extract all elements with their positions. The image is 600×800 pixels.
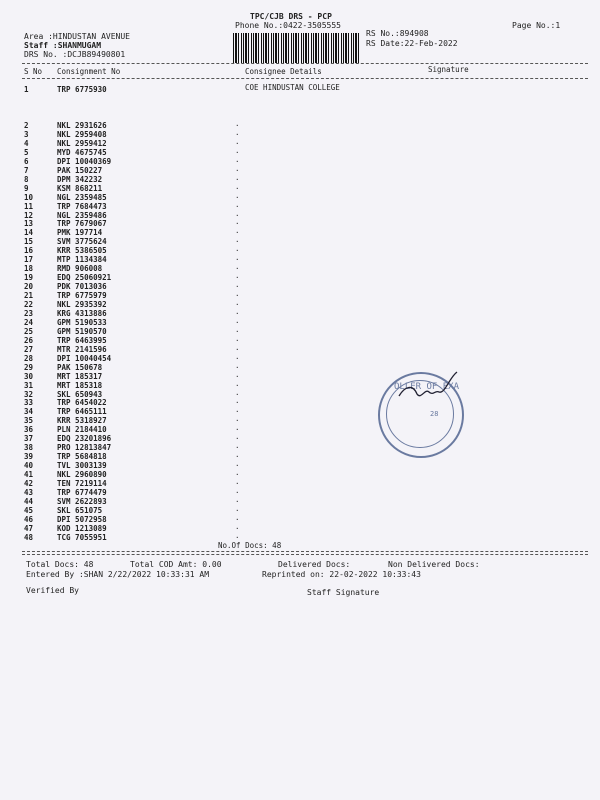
row-consignment: DPI 5072958 [57, 514, 107, 524]
row-marker: · [235, 300, 240, 309]
staff-label: Staff :SHANMUGAM [24, 41, 102, 50]
row-marker: · [235, 335, 240, 345]
row-consignment: NGL 2359486 [57, 210, 107, 220]
row-marker: · [235, 255, 240, 265]
row-sno: 43 [24, 487, 34, 497]
col-consignment-header: Consignment No [57, 67, 121, 76]
phone-number: Phone No.:0422-3505555 [235, 21, 341, 30]
drs-number: DRS No. :DCJB89490801 [24, 50, 126, 59]
row-consignment: PAK 150678 [57, 362, 103, 372]
row-consignment: GPM 5190570 [57, 326, 107, 336]
row-sno: 46 [24, 514, 34, 524]
list-item [0, 255, 600, 264]
row-sno: 40 [24, 461, 34, 471]
row-consignment: DPI 10040369 [57, 156, 112, 166]
row-sno: 36 [24, 425, 34, 435]
list-item [0, 372, 600, 381]
row-consignment: TRP 5684818 [57, 452, 107, 462]
row-sno: 18 [24, 264, 34, 274]
row-sno: 48 [24, 532, 34, 542]
row-sno: 2 [24, 121, 29, 130]
row-marker: · [235, 228, 240, 238]
row-marker: · [235, 308, 240, 318]
divider [22, 551, 588, 552]
row-consignment: NGL 2359485 [57, 192, 107, 202]
col-sno-header: S No [24, 67, 43, 76]
list-item [0, 470, 600, 479]
stamp-text: OLLER OF EXA [394, 382, 460, 392]
rs-number: RS No.:894908 [366, 29, 429, 38]
row-sno: 9 [24, 183, 29, 193]
row-marker: · [235, 425, 240, 435]
row-sno: 41 [24, 470, 34, 480]
row-marker: · [235, 326, 240, 336]
row-sno: 31 [24, 380, 34, 390]
row-consignment: SVM 3775624 [57, 237, 107, 247]
list-item [0, 479, 600, 488]
row-sno: 32 [24, 389, 34, 399]
row-sno: 27 [24, 344, 34, 354]
row-consignment: NKL 2959412 [57, 138, 107, 148]
row-sno: 24 [24, 317, 34, 327]
list-item [0, 157, 600, 166]
row-marker: · [235, 505, 240, 515]
non-delivered-docs: Non Delivered Docs: [388, 560, 480, 569]
reprinted-on: Reprinted on: 22-02-2022 10:33:43 [262, 570, 421, 579]
row-marker: · [235, 434, 240, 444]
col-consignee-header: Consignee Details [245, 67, 322, 76]
row-sno: 29 [24, 362, 34, 372]
row-sno: 25 [24, 326, 34, 336]
row-consignment: PRO 12813847 [57, 443, 112, 453]
barcode [233, 33, 360, 63]
row-consignment: TRP 7679067 [57, 219, 107, 229]
row-sno: 17 [24, 255, 34, 265]
total-docs: Total Docs: 48 [26, 560, 94, 569]
list-item [0, 130, 600, 139]
row-consignment: NKL 2931626 [57, 121, 107, 130]
row-consignment: KRG 4313886 [57, 308, 107, 318]
list-item [0, 202, 600, 211]
row-sno: 30 [24, 371, 34, 381]
row-sno: 33 [24, 398, 34, 408]
row-marker: · [235, 165, 240, 175]
list-item [0, 488, 600, 497]
list-item [0, 345, 600, 354]
row-marker: · [235, 344, 240, 354]
row-consignment: EDQ 23201896 [57, 434, 112, 444]
list-item [0, 273, 600, 282]
row-marker: · [235, 174, 240, 184]
row-marker: · [235, 523, 240, 533]
row-consignment: MTP 1134384 [57, 255, 107, 265]
row-marker: · [235, 479, 240, 488]
divider [22, 78, 588, 79]
row-consignment: TRP 6463995 [57, 335, 107, 345]
col-signature-header: Signature [428, 65, 469, 74]
row-consignment: GPM 5190533 [57, 317, 107, 327]
list-item [0, 291, 600, 300]
row-sno: 35 [24, 416, 34, 426]
list-item [0, 282, 600, 291]
list-item [0, 237, 600, 246]
row-consignment: NKL 2960890 [57, 470, 107, 480]
row-consignment: PDK 7013036 [57, 282, 107, 292]
row-consignment: TRP 6454022 [57, 398, 107, 408]
row-sno: 23 [24, 308, 34, 318]
row-consignment: NKL 2935392 [57, 300, 107, 309]
list-item [0, 336, 600, 345]
row-sno: 3 [24, 129, 29, 139]
row-marker: · [235, 129, 240, 139]
delivered-docs: Delivered Docs: [278, 560, 351, 569]
row-1-consignee: COE HINDUSTAN COLLEGE [245, 83, 340, 92]
row-consignment: MYD 4675745 [57, 147, 107, 157]
list-item [0, 139, 600, 148]
row-marker: · [235, 138, 240, 148]
row-marker: · [235, 380, 240, 390]
list-item [0, 434, 600, 443]
list-item [0, 211, 600, 220]
list-item [0, 121, 600, 130]
page-number: Page No.:1 [512, 21, 561, 30]
row-sno: 22 [24, 300, 34, 309]
row-marker: · [235, 264, 240, 274]
list-item [0, 193, 600, 202]
row-consignment: KOD 1213089 [57, 523, 107, 533]
row-sno: 19 [24, 273, 34, 283]
handwritten-signature [395, 368, 465, 408]
row-marker: · [235, 156, 240, 166]
row-marker: · [235, 192, 240, 202]
divider [22, 63, 588, 64]
row-marker: · [235, 210, 240, 220]
row-sno: 6 [24, 156, 29, 166]
row-consignment: KRR 5386505 [57, 246, 107, 256]
row-sno: 4 [24, 138, 29, 148]
row-marker: · [235, 273, 240, 283]
row-consignment: TEN 7219114 [57, 479, 107, 488]
row-sno: 38 [24, 443, 34, 453]
row-marker: · [235, 237, 240, 247]
list-item [0, 219, 600, 228]
row-marker: · [235, 362, 240, 372]
row-sno: 37 [24, 434, 34, 444]
row-consignment: SKL 651075 [57, 505, 103, 515]
row-sno: 13 [24, 219, 34, 229]
row-sno: 34 [24, 407, 34, 417]
list-item [0, 166, 600, 175]
row-marker: · [235, 371, 240, 381]
row-marker: · [235, 461, 240, 471]
row-sno: 14 [24, 228, 34, 238]
row-marker: · [235, 514, 240, 524]
row-consignment: EDQ 25060921 [57, 273, 112, 283]
divider [22, 554, 588, 555]
list-item [0, 175, 600, 184]
row-sno: 26 [24, 335, 34, 345]
row-marker: · [235, 282, 240, 292]
row-consignment: TRP 6465111 [57, 407, 107, 417]
list-item [0, 497, 600, 506]
row-sno: 42 [24, 479, 34, 488]
row-marker: · [235, 487, 240, 497]
list-item [0, 407, 600, 416]
row-consignment: KSM 868211 [57, 183, 103, 193]
row-consignment: MRT 185317 [57, 371, 103, 381]
list-item [0, 228, 600, 237]
list-item [0, 533, 600, 542]
row-consignment: RMD 906008 [57, 264, 103, 274]
row-sno: 16 [24, 246, 34, 256]
list-item [0, 461, 600, 470]
list-item [0, 398, 600, 407]
list-item [0, 390, 600, 399]
row-sno: 5 [24, 147, 29, 157]
row-consignment: TVL 3003139 [57, 461, 107, 471]
list-item [0, 524, 600, 533]
list-item [0, 363, 600, 372]
row-consignment: PLN 2184410 [57, 425, 107, 435]
row-consignment: PAK 150227 [57, 165, 103, 175]
list-item [0, 381, 600, 390]
row-consignment: SVM 2622893 [57, 496, 107, 506]
row-marker: · [235, 407, 240, 417]
row-marker: · [235, 121, 240, 130]
row-consignment: TCG 7055951 [57, 532, 107, 542]
row-sno: 12 [24, 210, 34, 220]
row-sno: 15 [24, 237, 34, 247]
row-marker: · [235, 183, 240, 193]
row-consignment: DPM 342232 [57, 174, 103, 184]
row-marker: · [235, 443, 240, 453]
staff-signature: Staff Signature [307, 588, 380, 597]
row-sno: 8 [24, 174, 29, 184]
row-sno: 10 [24, 192, 34, 202]
row-sno: 20 [24, 282, 34, 292]
row-sno: 28 [24, 353, 34, 363]
list-item [0, 264, 600, 273]
row-marker: · [235, 389, 240, 399]
list-item [0, 246, 600, 255]
row-marker: · [235, 246, 240, 256]
row-consignment: TRP 6775979 [57, 291, 107, 301]
row-marker: · [235, 416, 240, 426]
rs-date: RS Date:22-Feb-2022 [366, 39, 458, 48]
row-sno: 7 [24, 165, 29, 175]
list-item [0, 425, 600, 434]
area-label: Area :HINDUSTAN AVENUE [24, 32, 130, 41]
list-item [0, 416, 600, 425]
row-marker: · [235, 291, 240, 301]
list-item [0, 452, 600, 461]
row-1-sno: 1 [24, 85, 29, 94]
row-consignment: SKL 650943 [57, 389, 103, 399]
row-consignment: TRP 7684473 [57, 201, 107, 211]
row-sno: 44 [24, 496, 34, 506]
list-item [0, 309, 600, 318]
stamp-date: 28 [430, 410, 439, 418]
row-marker: · [235, 201, 240, 211]
row-sno: 11 [24, 201, 34, 211]
row-marker: · [235, 452, 240, 462]
list-item [0, 184, 600, 193]
row-marker: · [235, 317, 240, 327]
row-consignment: TRP 6774479 [57, 487, 107, 497]
entered-by: Entered By :SHAN 2/22/2022 10:33:31 AM [26, 570, 210, 579]
list-item [0, 354, 600, 363]
row-consignment: MTR 2141596 [57, 344, 107, 354]
row-1-consignment: TRP 6775930 [57, 85, 107, 94]
row-sno: 39 [24, 452, 34, 462]
row-sno: 47 [24, 523, 34, 533]
row-consignment: MRT 185318 [57, 380, 103, 390]
row-marker: · [235, 532, 240, 542]
row-marker: · [235, 470, 240, 480]
list-item [0, 327, 600, 336]
list-item [0, 506, 600, 515]
list-item [0, 148, 600, 157]
row-consignment: PMK 197714 [57, 228, 103, 238]
no-of-docs: No.Of Docs: 48 [218, 541, 282, 550]
row-marker: · [235, 496, 240, 506]
row-marker: · [235, 219, 240, 229]
list-item [0, 300, 600, 309]
list-item [0, 443, 600, 452]
row-consignment: KRR 5318927 [57, 416, 107, 426]
document-title: TPC/CJB DRS - PCP [250, 12, 332, 21]
list-item [0, 318, 600, 327]
row-marker: · [235, 147, 240, 157]
row-marker: · [235, 398, 240, 408]
row-marker: · [235, 353, 240, 363]
verified-by: Verified By [26, 586, 79, 595]
row-consignment: NKL 2959408 [57, 129, 107, 139]
row-sno: 21 [24, 291, 34, 301]
list-item [0, 515, 600, 524]
row-sno: 45 [24, 505, 34, 515]
total-cod: Total COD Amt: 0.00 [130, 560, 222, 569]
row-consignment: DPI 10040454 [57, 353, 112, 363]
